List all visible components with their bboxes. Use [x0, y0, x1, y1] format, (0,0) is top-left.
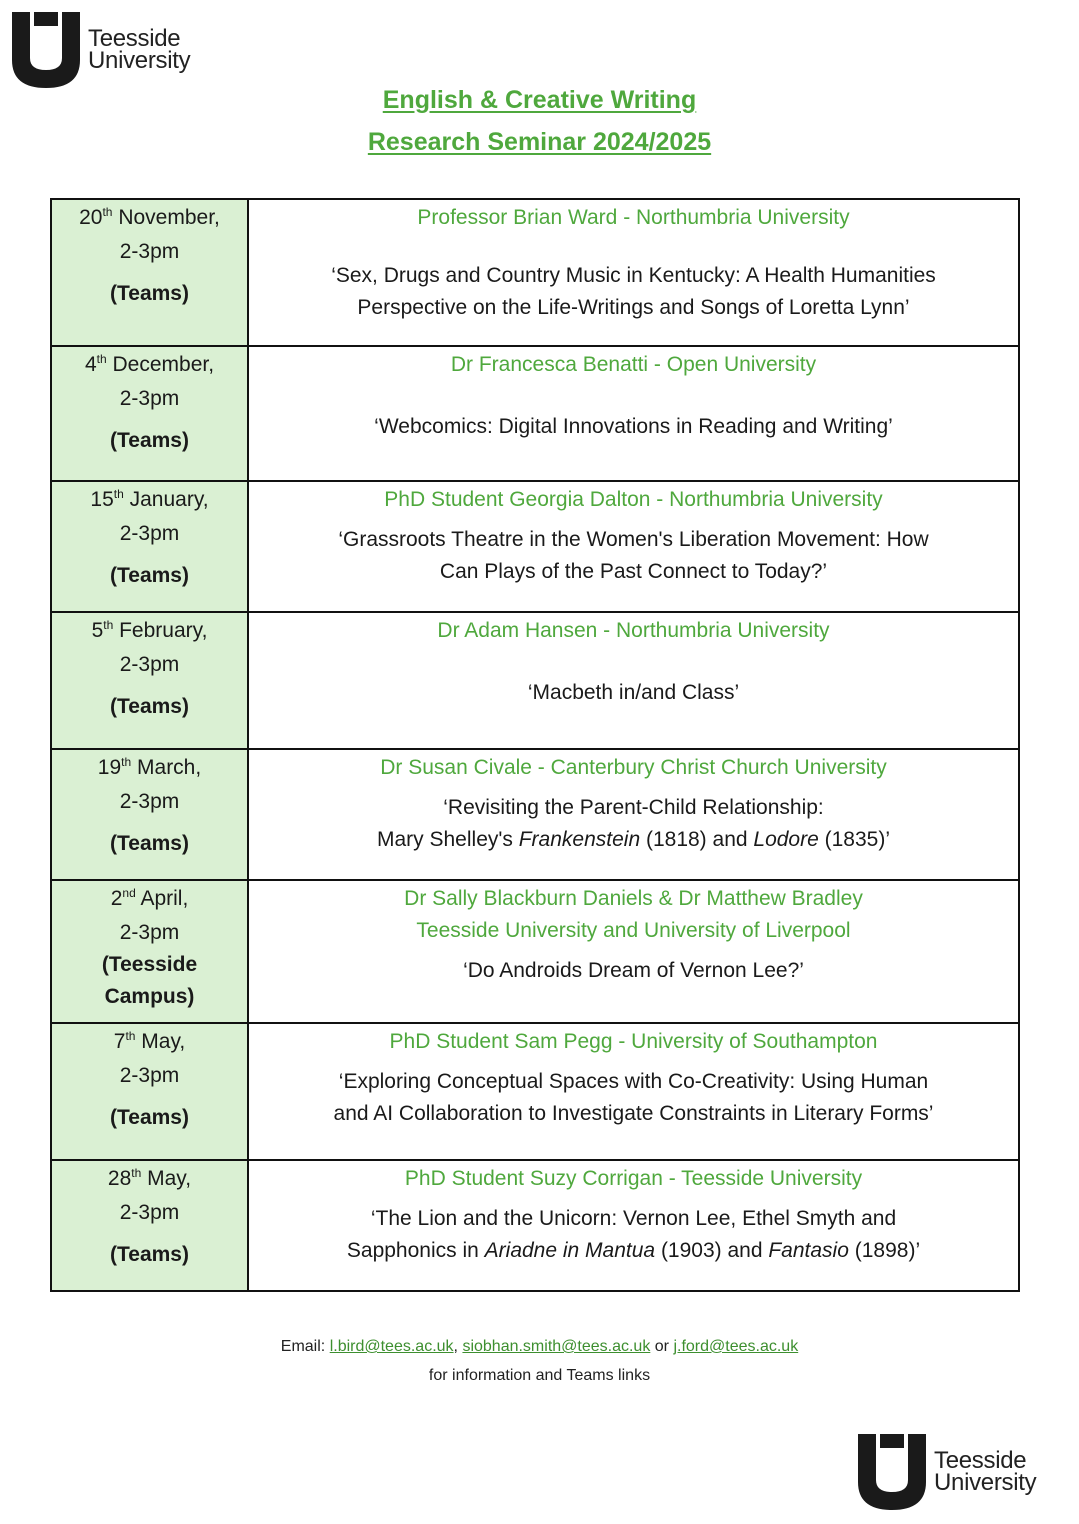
table-row [51, 481, 1019, 612]
email-link-ford[interactable]: j.ford@tees.ac.uk [673, 1338, 799, 1355]
page-subtitle: Research Seminar 2024/2025 [367, 128, 712, 156]
talk-title: ‘Grassroots Theatre in the Women's Liberation Movement: How Can Plays of the Past Connect to Today?’ [338, 528, 929, 583]
contact-emails [0, 1338, 1079, 1356]
logo-line2: University [88, 47, 191, 74]
seminar-time: 2-3pm [119, 1201, 180, 1224]
table-row [51, 1160, 1019, 1291]
date-cell [51, 1023, 248, 1160]
date-cell [51, 346, 248, 481]
seminar-mode: (Teams) [110, 832, 189, 855]
logo-wordmark [88, 25, 191, 74]
date-cell [51, 481, 248, 612]
page-title: English & Creative Writing [382, 86, 697, 114]
info-cell [248, 1023, 1019, 1160]
speaker: PhD Student Georgia Dalton - Northumbria University [384, 488, 883, 511]
speaker: Dr Sally Blackburn Daniels & Dr Matthew Bradley [404, 887, 863, 910]
talk-title: ‘Exploring Conceptual Spaces with Co-Creativity: Using Human and AI Collaboration to Investigate Constraints in Literary Forms’ [333, 1070, 934, 1125]
info-cell [248, 612, 1019, 749]
seminar-time: 2-3pm [119, 921, 180, 944]
info-cell [248, 749, 1019, 880]
logo-line1: Teesside [88, 25, 181, 52]
date-cell [51, 1160, 248, 1291]
teesside-logo [12, 12, 190, 88]
table-row [51, 612, 1019, 749]
date-cell [51, 612, 248, 749]
separator: , [453, 1338, 463, 1355]
contact-note: for information and Teams links [428, 1367, 651, 1384]
logo-wordmark [934, 1447, 1037, 1496]
university-logo-icon [858, 1434, 926, 1510]
speaker: PhD Student Sam Pegg - University of Southampton [389, 1030, 878, 1053]
speaker: Dr Adam Hansen - Northumbria University [437, 619, 830, 642]
table-row [51, 749, 1019, 880]
seminar-time: 2-3pm [119, 522, 180, 545]
seminar-mode: (Teams) [110, 282, 189, 305]
seminar-date: 19th March, [97, 755, 202, 779]
seminar-date: 20th November, [79, 205, 220, 229]
seminar-date: 2nd April, [110, 886, 189, 910]
email-label: Email: [280, 1338, 330, 1355]
table-row [51, 346, 1019, 481]
seminar-time: 2-3pm [119, 653, 180, 676]
seminar-mode: (Teams) [110, 1106, 189, 1129]
speaker: Dr Francesca Benatti - Open University [450, 353, 817, 376]
seminar-date: 7th May, [113, 1029, 186, 1053]
university-logo-icon [12, 12, 80, 88]
speaker: Dr Susan Civale - Canterbury Christ Church University [380, 756, 887, 779]
date-cell [51, 880, 248, 1023]
talk-title: ‘Do Androids Dream of Vernon Lee?’ [463, 959, 804, 982]
talk-title: ‘Macbeth in/and Class’ [527, 681, 740, 704]
seminar-date: 4th December, [84, 352, 215, 376]
seminar-mode: (Teams) [110, 564, 189, 587]
speaker-affiliation: Teesside University and University of Liverpool [416, 919, 851, 942]
email-link-bird[interactable]: l.bird@tees.ac.uk [329, 1338, 454, 1355]
seminar-date: 5th February, [91, 618, 208, 642]
info-cell [248, 481, 1019, 612]
info-cell [248, 199, 1019, 346]
seminar-time: 2-3pm [119, 1064, 180, 1087]
logo-line1: Teesside [934, 1447, 1027, 1474]
seminar-mode: (Teesside [101, 953, 198, 976]
table-row [51, 1023, 1019, 1160]
info-cell [248, 880, 1019, 1023]
talk-title: ‘Webcomics: Digital Innovations in Reading and Writing’ [374, 415, 893, 438]
talk-title: ‘The Lion and the Unicorn: Vernon Lee, Ethel Smyth and Sapphonics in Ariadne in Mantua (1903) and Fantasio (1898)’ [346, 1207, 921, 1262]
seminar-mode: (Teams) [110, 1243, 189, 1266]
table-row [51, 199, 1019, 346]
seminar-date: 28th May, [107, 1166, 192, 1190]
seminar-time: 2-3pm [119, 790, 180, 813]
seminar-mode-line2: Campus) [104, 985, 195, 1008]
date-cell [51, 749, 248, 880]
speaker: PhD Student Suzy Corrigan - Teesside University [404, 1167, 863, 1190]
seminar-table [50, 198, 1020, 1292]
talk-title: ‘Revisiting the Parent-Child Relationship: Mary Shelley's Frankenstein (1818) and Lodore (1835)’ [377, 796, 890, 851]
date-cell [51, 199, 248, 346]
seminar-mode: (Teams) [110, 695, 189, 718]
speaker: Professor Brian Ward - Northumbria University [417, 206, 850, 229]
table-row [51, 880, 1019, 1023]
separator: or [650, 1338, 674, 1355]
logo-line2: University [934, 1469, 1037, 1496]
seminar-date: 15th January, [90, 487, 209, 511]
seminar-mode: (Teams) [110, 429, 189, 452]
teesside-logo-bottom [858, 1434, 1036, 1510]
info-cell [248, 346, 1019, 481]
email-link-smith[interactable]: siobhan.smith@tees.ac.uk [462, 1338, 651, 1355]
seminar-time: 2-3pm [119, 387, 180, 410]
info-cell [248, 1160, 1019, 1291]
talk-title: ‘Sex, Drugs and Country Music in Kentucky: A Health Humanities Perspective on the Life-Writings and Songs of Loretta Lynn’ [331, 264, 936, 319]
seminar-time: 2-3pm [119, 240, 180, 263]
